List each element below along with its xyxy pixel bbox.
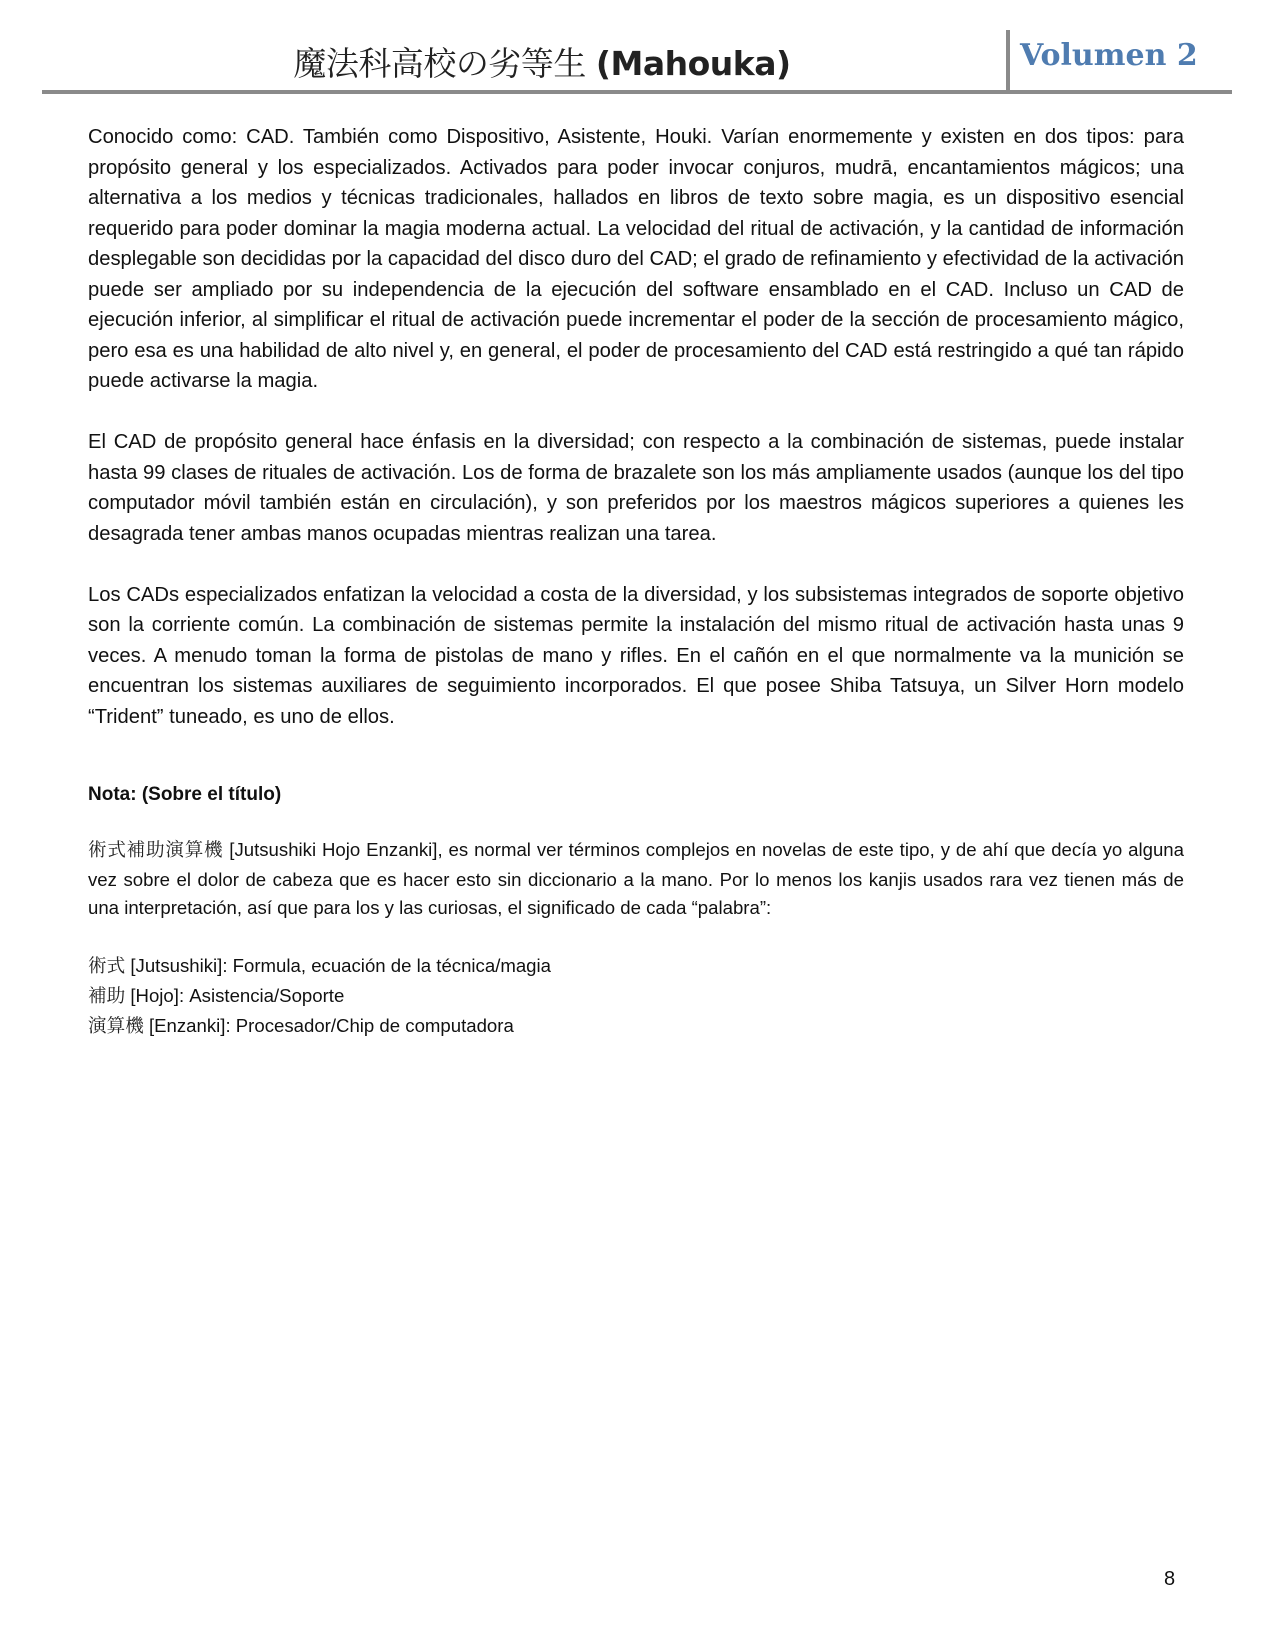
term-definition: [Jutsushiki]: Formula, ecuación de la técnica/magia: [125, 955, 551, 976]
term-item: [88, 1011, 1184, 1041]
paragraph-cad-definition: Conocido como: CAD. También como Dispositivo, Asistente, Houki. Varían enormemente y existen en dos tipos: para propósito general y los especializados. Activados para poder invocar conjuros, mudrā, encantamientos mágicos; una alternativa a los medios y técnicas tradicionales, hallados en libros de texto sobre magia, es un dispositivo esencial requerido para poder dominar la magia moderna actual. La velocidad del ritual de activación, y la cantidad de información desplegable son decididas por la capacidad del disco duro del CAD; el grado de refinamiento y efectividad de la activación puede ser ampliado por su independencia de la ejecución del software ensamblado en el CAD. Incluso un CAD de ejecución inferior, al simplificar el ritual de activación puede incrementar el poder de la sección de procesamiento mágico, pero esa es una habilidad de alto nivel y, en general, el poder de procesamiento del CAD está restringido a qué tan rápido puede activarse la magia.: [88, 126, 1184, 392]
page-number: 8: [1164, 1568, 1176, 1590]
term-definition: [Hojo]: Asistencia/Soporte: [125, 985, 345, 1006]
page-body: [88, 122, 1184, 1041]
term-definition: [Enzanki]: Procesador/Chip de computadora: [143, 1015, 514, 1036]
term-kanji: 補助: [88, 986, 126, 1007]
term-item: [88, 951, 1184, 981]
header-rule: [42, 90, 1232, 94]
term-kanji: 術式: [88, 956, 126, 977]
term-kanji: 演算機: [88, 1016, 144, 1037]
note-intro-kanji: 術式補助演算機: [88, 840, 224, 861]
note-intro: [88, 836, 1184, 923]
term-list: [88, 951, 1184, 1041]
header-volume-label: Volumen 2: [1020, 38, 1198, 73]
term-item: [88, 981, 1184, 1011]
header-title: [42, 38, 1042, 85]
note-intro-text: [Jutsushiki Hojo Enzanki], es normal ver términos complejos en novelas de este tipo, y de ahí que decía yo alguna vez sobre el dolor de cabeza que es hacer esto sin diccionario a la mano. Por lo menos los kanjis usados rara vez tienen más de una interpretación, así que para los y las curiosas, el significado de cada “palabra”:: [88, 839, 1184, 918]
header-vertical-divider: [1006, 30, 1010, 90]
note-heading: Nota: (Sobre el título): [88, 784, 282, 805]
header-title-japanese: 魔法科高校の劣等生: [293, 44, 586, 83]
header-title-english: (Mahouka): [595, 44, 791, 83]
page-header: [42, 28, 1232, 92]
paragraph-specialized-cad: Los CADs especializados enfatizan la velocidad a costa de la diversidad, y los subsistemas integrados de soporte objetivo son la corriente común. La combinación de sistemas permite la instalación del mismo ritual de activación hasta unas 9 veces. A menudo toman la forma de pistolas de mano y rifles. En el cañón en el que normalmente va la munición se encuentran los sistemas auxiliares de seguimiento incorporados. El que posee Shiba Tatsuya, un Silver Horn modelo “Trident” tuneado, es uno de ellos.: [88, 583, 1184, 728]
paragraph-general-purpose-cad: El CAD de propósito general hace énfasis en la diversidad; con respecto a la combinación de sistemas, puede instalar hasta 99 clases de rituales de activación. Los de forma de brazalete son los más ampliamente usados (aunque los del tipo computador móvil también están en circulación), y son preferidos por los maestros mágicos superiores a quienes les desagrada tener ambas manos ocupadas mientras realizan una tarea.: [88, 431, 1184, 545]
